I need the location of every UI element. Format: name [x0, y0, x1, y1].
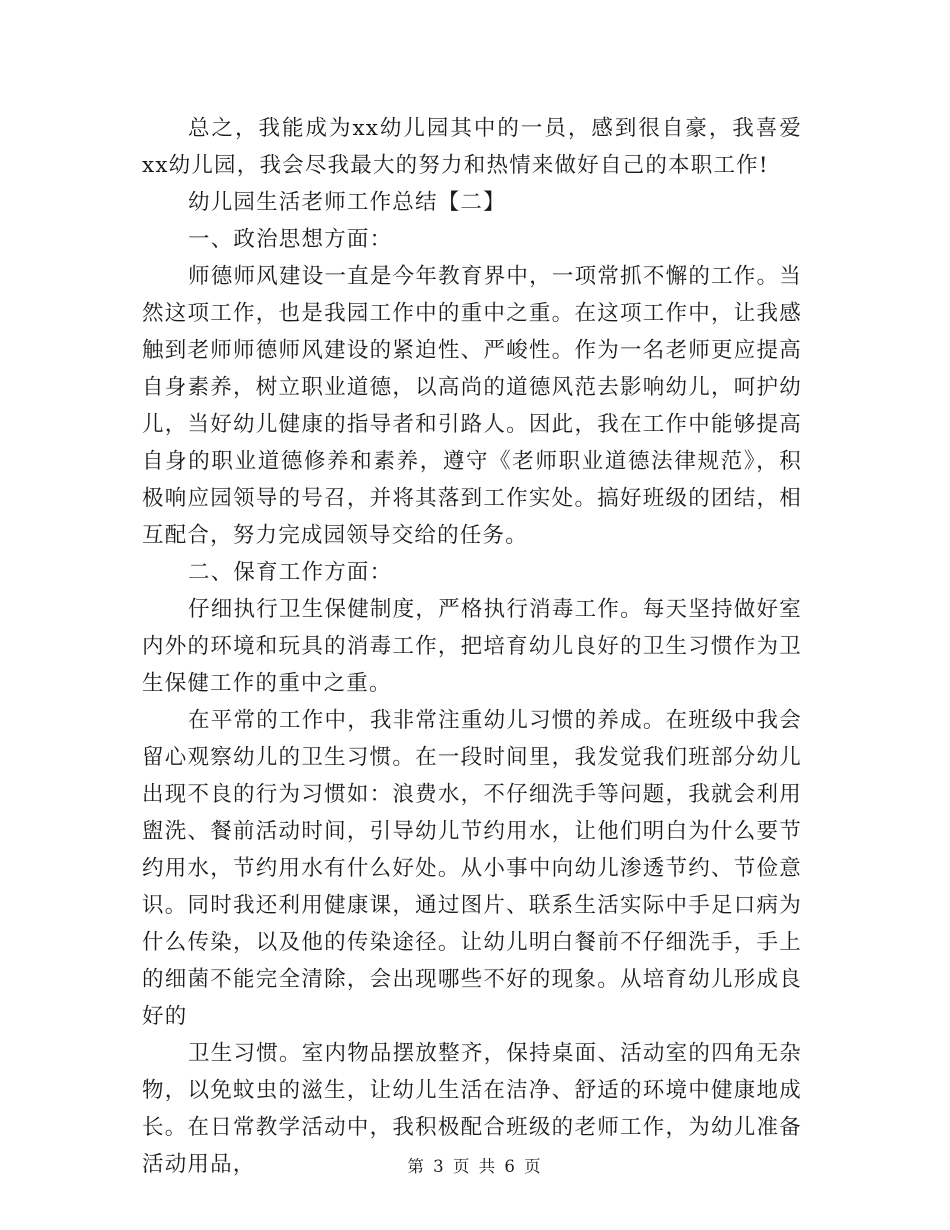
document-body: [142, 110, 802, 1183]
paragraph-teacher-ethics: 师德师风建设一直是今年教育界中，一项常抓不懈的工作。当然这项工作，也是我园工作中的重中之重。在这项工作中，让我感触到老师师德师风建设的紧迫性、严峻性。作为一名老师更应提高自身素养，树立职业道德，以高尚的道德风范去影响幼儿，呵护幼儿，当好幼儿健康的指导者和引路人。因此，我在工作中能够提高自身的职业道德修养和素养，遵守《老师职业道德法律规范》，积极响应园领导的号召，并将其落到工作实处。搞好班级的团结，相互配合，努力完成园领导交给的任务。: [142, 264, 802, 548]
paragraph-habit-formation: 在平常的工作中，我非常注重幼儿习惯的养成。在班级中我会留心观察幼儿的卫生习惯。在一段时间里，我发觉我们班部分幼儿出现不良的行为习惯如：浪费水，不仔细洗手等问题，我就会利用盥洗、餐前活动时间，引导幼儿节约用水，让他们明白为什么要节约用水，节约用水有什么好处。从小事中向幼儿渗透节约、节俭意识。同时我还利用健康课，通过图片、联系生活实际中手足口病为什么传染，以及他的传染途径。让幼儿明白餐前不仔细洗手，手上的细菌不能完全清除，会出现哪些不好的现象。从培育幼儿形成良好的: [142, 708, 802, 1029]
page-number-footer: 第 3 页 共 6 页: [407, 1157, 543, 1176]
paragraph-conclusion: 总之，我能成为xx幼儿园其中的一员，感到很自豪，我喜爱xx幼儿园，我会尽我最大的努力和热情来做好自己的本职工作!: [142, 116, 802, 178]
paragraph-hygiene-system: 仔细执行卫生保健制度，严格执行消毒工作。每天坚持做好室内外的环境和玩具的消毒工作，把培育幼儿良好的卫生习惯作为卫生保健工作的重中之重。: [142, 597, 802, 696]
section-title: 幼儿园生活老师工作总结【二】: [188, 190, 506, 215]
heading-political-thought: 一、政治思想方面：: [188, 227, 393, 252]
paragraph-hygiene-habits: 卫生习惯。室内物品摆放整齐，保持桌面、活动室的四角无杂物，以免蚊虫的滋生，让幼儿生活在洁净、舒适的环境中健康地成长。在日常教学活动中，我积极配合班级的老师工作，为幼儿准备活动用品，: [142, 1041, 802, 1177]
heading-childcare-work: 二、保育工作方面：: [188, 560, 393, 585]
